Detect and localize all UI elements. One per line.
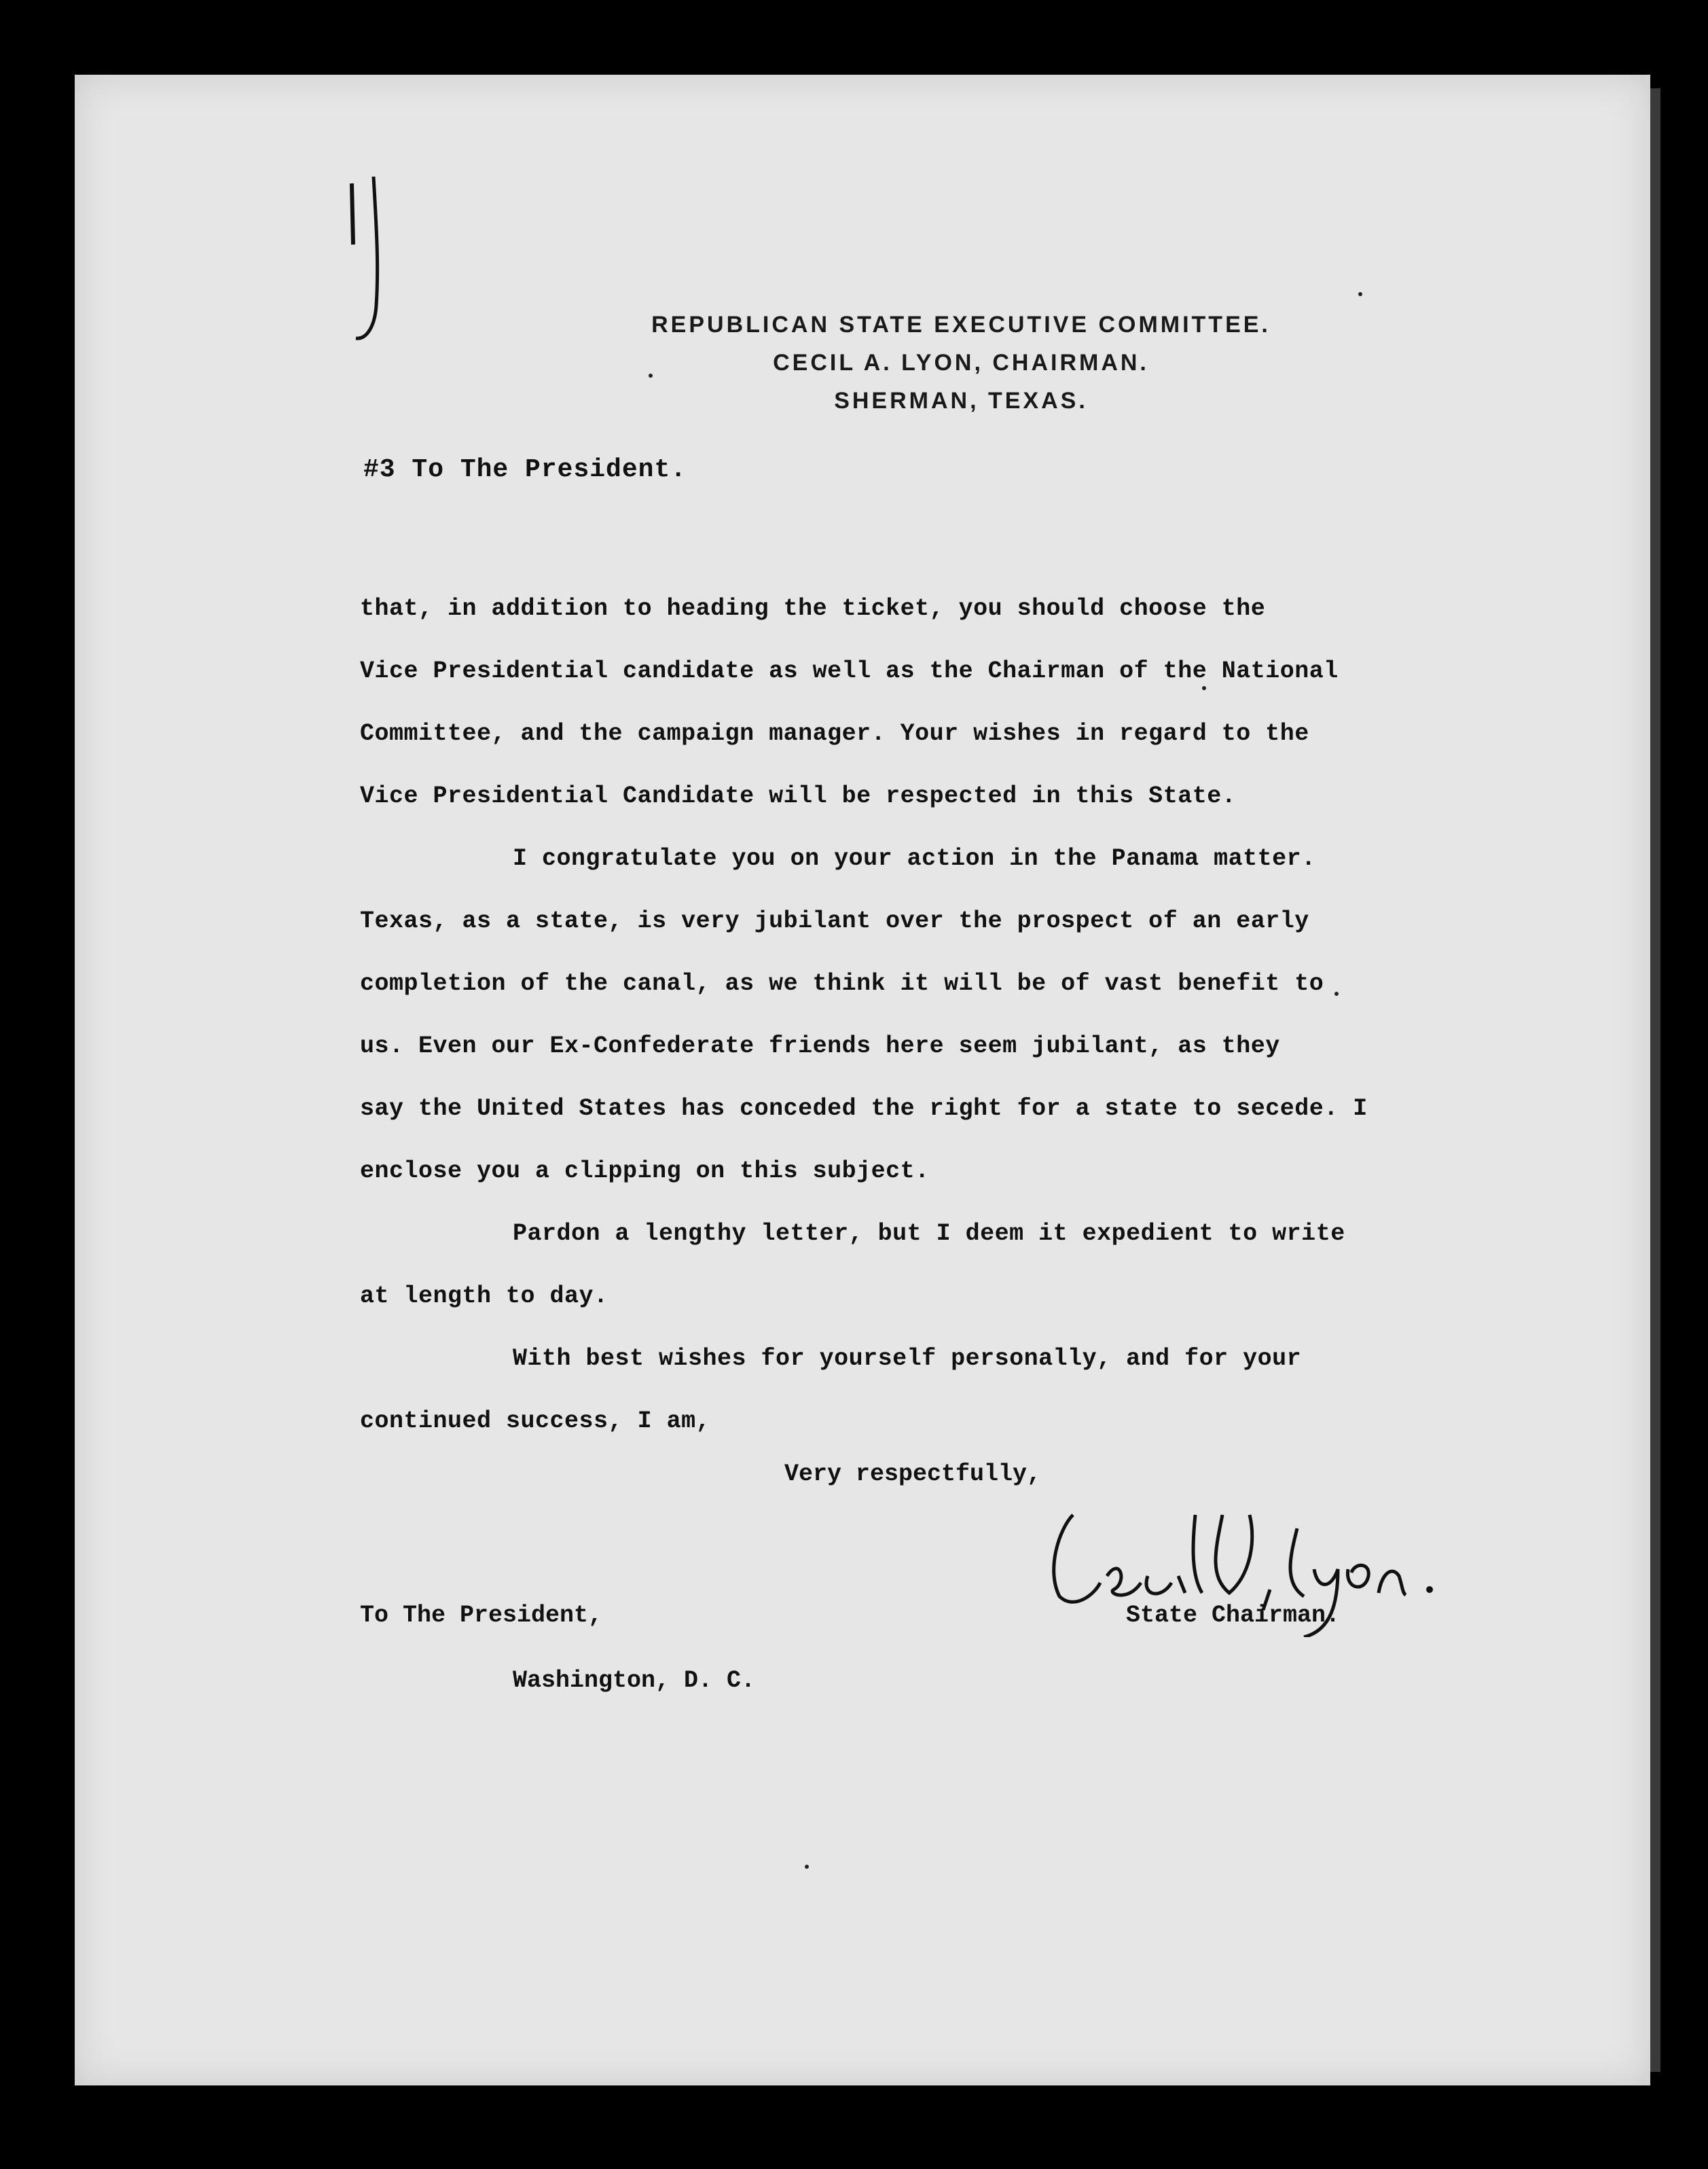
body-line: us. Even our Ex-Confederate friends here seem jubilant, as they — [360, 1033, 1280, 1060]
ink-speck — [1358, 292, 1362, 296]
closing-salutation: Very respectfully, — [784, 1460, 1042, 1488]
body-line: Vice Presidential Candidate will be respected in this State. — [360, 783, 1237, 810]
page-heading: #3 To The President. — [363, 455, 687, 484]
body-line: With best wishes for yourself personally, and for your — [513, 1345, 1302, 1372]
addressee-block — [360, 1583, 755, 1713]
addressee-city: Washington, D. C. — [513, 1667, 756, 1694]
letter-page — [75, 75, 1650, 2085]
letterhead-location: SHERMAN, TEXAS. — [834, 388, 1088, 414]
letterhead-chairman: CECIL A. LYON, CHAIRMAN. — [773, 350, 1149, 376]
ink-speck — [805, 1865, 809, 1869]
body-line: continued success, I am, — [360, 1408, 711, 1435]
addressee-line: To The President, — [360, 1602, 603, 1629]
letterhead-committee: REPUBLICAN STATE EXECUTIVE COMMITTEE. — [651, 312, 1271, 338]
body-line: enclose you a clipping on this subject. — [360, 1158, 930, 1185]
letterhead — [75, 306, 1650, 420]
body-line: Texas, as a state, is very jubilant over the prospect of an early — [360, 908, 1309, 935]
body-line: completion of the canal, as we think it will be of vast benefit to — [360, 970, 1324, 997]
ink-speck — [1202, 686, 1206, 690]
body-line: Committee, and the campaign manager. Your wishes in regard to the — [360, 720, 1309, 747]
ink-speck — [1334, 992, 1339, 996]
body-line: at length to day. — [360, 1283, 608, 1310]
body-line: say the United States has conceded the right for a state to secede. I — [360, 1095, 1368, 1122]
ink-speck — [649, 374, 653, 378]
signer-title: State Chairman. — [1126, 1602, 1341, 1629]
body-line: that, in addition to heading the ticket, you should choose the — [360, 595, 1266, 622]
body-line: Pardon a lengthy letter, but I deem it expedient to write — [513, 1220, 1345, 1247]
body-line: I congratulate you on your action in the Panama matter. — [513, 845, 1316, 872]
body-line: Vice Presidential candidate as well as the Chairman of the National — [360, 658, 1339, 685]
letter-body — [360, 577, 1474, 1452]
